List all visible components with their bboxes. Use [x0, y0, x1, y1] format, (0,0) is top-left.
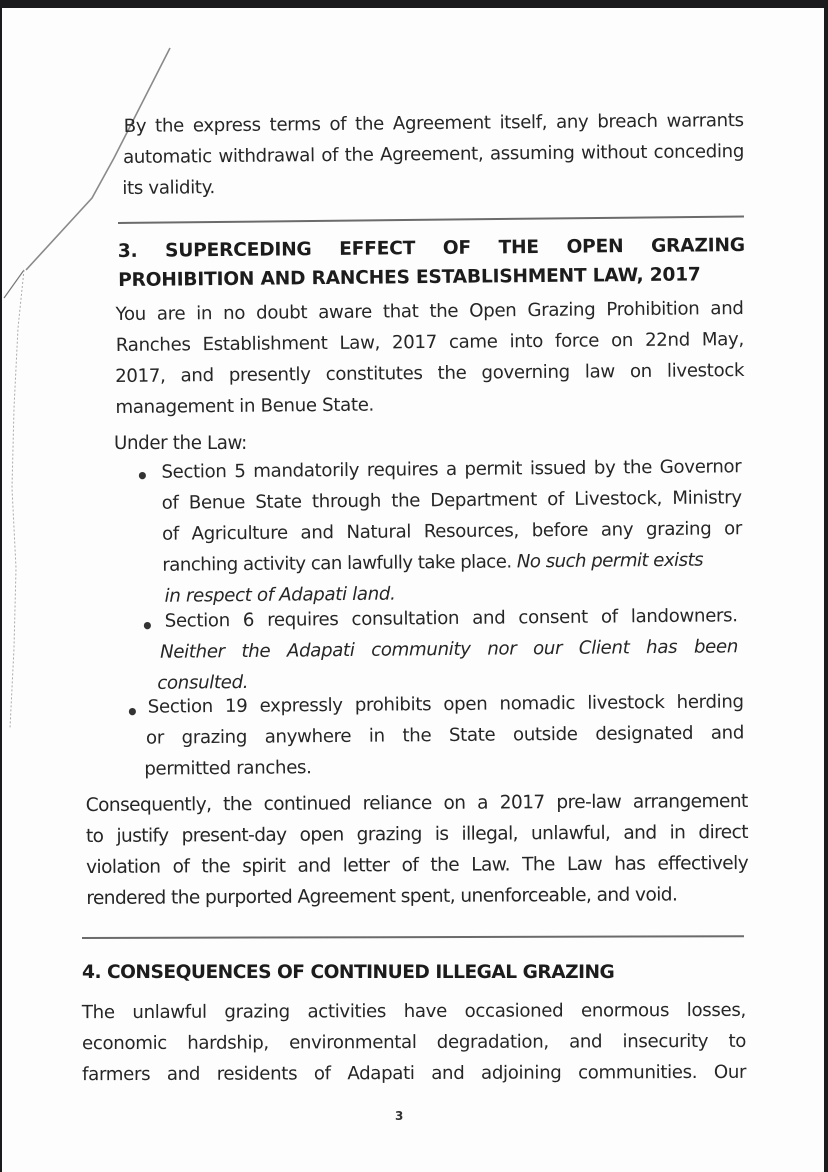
- heading-line: PROHIBITION AND RANCHES ESTABLISHMENT LAW, 2017: [118, 264, 701, 292]
- paragraph-line: Ranches Establishment Law, 2017 came into force on 22nd May,: [115, 328, 744, 357]
- conclusion-line: Consequently, the continued reliance on a 2017 pre-law arrangement: [85, 790, 748, 817]
- section-divider: [118, 215, 744, 224]
- under-the-law-label: Under the Law:: [114, 433, 247, 454]
- section-4-heading: 4. CONSEQUENCES OF CONTINUED ILLEGAL GRAZING: [82, 962, 615, 983]
- bullet-section-6: [157, 600, 739, 698]
- bullet-line: [162, 544, 742, 581]
- conclusion-line: violation of the spirit and letter of the Law. The Law has effectively: [86, 852, 749, 879]
- conclusion-line: rendered the purported Agreement spent, unenforceable, and void.: [86, 884, 678, 910]
- heading-line: 3. SUPERCEDING EFFECT OF THE OPEN GRAZING: [117, 234, 745, 263]
- intro-line: By the express terms of the Agreement itself, any breach warrants: [123, 110, 744, 137]
- intro-paragraph: [124, 105, 745, 204]
- bullet-marker: •: [136, 464, 149, 488]
- bullet-section-19: [144, 686, 745, 784]
- paragraph-line: You are in no doubt aware that the Open Grazing Prohibition and: [115, 297, 744, 326]
- bullet-line: Section 19 expressly prohibits open nomadic livestock herding: [147, 691, 744, 718]
- scanned-document-page: [2, 8, 824, 1172]
- intro-line: its validity.: [122, 177, 216, 199]
- section-divider: [82, 935, 744, 939]
- section-4-paragraph: [82, 995, 746, 1090]
- bullet-line: Section 6 requires consultation and consent of landowners.: [164, 605, 738, 632]
- bullet-line: of Agriculture and Natural Resources, before any grazing or: [161, 518, 743, 545]
- paragraph-line: economic hardship, environmental degradation, and insecurity to: [81, 1030, 747, 1055]
- bullet-italic-tail: in respect of Adapati land.: [164, 583, 396, 607]
- bullet-line: of Benue State through the Department of Livestock, Ministry: [161, 487, 742, 514]
- section-3-paragraph: [115, 293, 744, 423]
- section-3-conclusion: [86, 786, 749, 914]
- paragraph-line: management in Benue State.: [115, 394, 375, 419]
- bullet-marker: •: [126, 700, 139, 724]
- bullet-marker: •: [141, 614, 154, 638]
- bullet-section-5: [161, 451, 742, 612]
- bullet-line: permitted ranches.: [144, 757, 312, 780]
- conclusion-line: to justify present-day open grazing is illegal, unlawful, and in direct: [85, 821, 748, 848]
- bullet-line-plain: ranching activity can lawfully take place.: [162, 551, 517, 576]
- bullet-line-italic: No such permit exists: [516, 549, 704, 573]
- bullet-line: Section 5 mandatorily requires a permit issued by the Governor: [161, 456, 742, 483]
- page-number: 3: [395, 1109, 404, 1123]
- paragraph-line: farmers and residents of Adapati and adjoining communities. Our: [82, 1061, 747, 1086]
- paragraph-line: The unlawful grazing activities have occasioned enormous losses,: [81, 999, 746, 1024]
- section-3-heading: [118, 230, 746, 296]
- bullet-italic-line: Neither the Adapati community nor our Client has been: [159, 636, 739, 663]
- bullet-italic-line: consulted.: [157, 671, 249, 694]
- intro-line: automatic withdrawal of the Agreement, assuming without conceding: [122, 141, 745, 168]
- bullet-line: or grazing anywhere in the State outside designated and: [145, 722, 745, 749]
- paragraph-line: 2017, and presently constitutes the governing law on livestock: [115, 359, 745, 388]
